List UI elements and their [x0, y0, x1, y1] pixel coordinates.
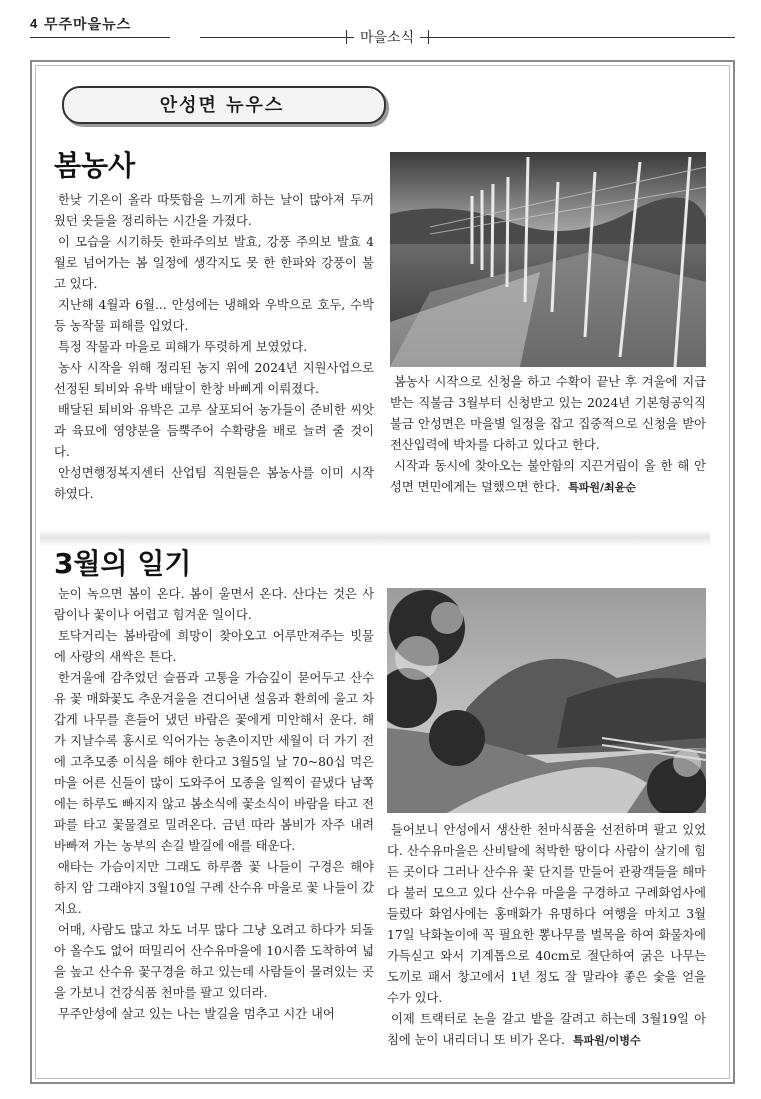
article2-paragraph: [54, 584, 374, 626]
paragraph-text: 한겨울에 감추었던 슬픔과 고통을 가슴깊이 묻어두고 산수유 꽃 매화꽃도 추운겨울을 견디어낸 설움과 환희에 울고 차갑게 나무를 흔들어 냈던 바람은 꽃에게 미안해서 운다. 해가 지날수록 홍시로 익어가는 농촌이지만 세월이 더 가기 전에 고추모종 이식을 해야 한다고 3월5일 날 70~80십 먹은 마을 어른 신들이 많이 도와주어 모종을 일찍이 끝냈다 남쪽에는 하루도 빠지지 않고 봄소식에 꽃소식이 바람을 타고 전파를 타고 꽃물결로 밀려온다. 금년 따라 봄비가 자주 내려 바빠져 가는 농부의 손길 발길에 애를 태운다.: [54, 671, 374, 853]
article1-title: 봄농사: [54, 149, 136, 182]
article2-title: 3월의 일기: [54, 547, 192, 580]
article2-photo-valley-blossoms: [387, 588, 706, 813]
article1-paragraph: [390, 456, 706, 498]
article2-paragraph: [54, 1004, 374, 1025]
paragraph-text: 들어보니 안성에서 생산한 천마식품을 선전하며 팔고 있었다. 산수유마을은 산비탈에 척박한 땅이다 사람이 살기에 힘든 곳이다 그러나 산수유 꽃 단지를 만들어 관광객들을 해마다 불러 모으고 있다 산수유 마을을 구경하고 구례화엄사에 들렀다 화엄사에는 홍매화가 유명하다 여행을 마치고 3월 17일 낙화놀이에 꼭 필요한 뽕나무를 벌목을 하여 화물차에 가득싣고 와서 기계톱으로 40cm로 절단하여 굵은 나무는 도끼로 패서 창고에서 1년 정도 잘 말라야 좋은 숯을 얻을 수가 있다.: [387, 823, 706, 1005]
header-rule-right: [200, 37, 735, 38]
article1-paragraph: [54, 463, 374, 505]
article2-left-column: [54, 584, 374, 1025]
newspaper-masthead: 무주마을뉴스: [44, 17, 132, 33]
article1-paragraph: [54, 358, 374, 400]
paragraph-text: 눈이 녹으면 봄이 온다. 봄이 울면서 온다. 산다는 것은 사람이나 꽃이나 어렵고 힘겨운 일이다.: [54, 587, 374, 622]
paragraph-text: 토닥거리는 봄바람에 희망이 찾아오고 어루만져주는 빗물에 사랑의 새싹은 튼다.: [54, 629, 374, 664]
reporter-byline: 특파원/이병수: [572, 1034, 641, 1047]
article2-paragraph: [54, 626, 374, 668]
article2-paragraph: [54, 857, 374, 920]
paragraph-text: 한낮 기온이 올라 따뜻함을 느끼게 하는 날이 많아져 두꺼웠던 옷들을 정리하는 시간을 가졌다.: [54, 193, 374, 228]
page-header: [30, 14, 735, 44]
page-number: 4: [30, 16, 38, 31]
paragraph-text: 어매, 사람도 많고 차도 너무 많다 그냥 오려고 하다가 되돌아 올수도 없어 떠밀리어 산수유마을에 10시쯤 도착하여 넓을 높고 산수유 꽃구경을 하고 있는데 사람들이 몰려있는 곳을 가보니 건강식품 천마를 팔고 있더라.: [54, 923, 374, 1000]
header-tick-left: [346, 30, 347, 44]
paragraph-text: 봄농사 시작으로 신청을 하고 수확이 끝난 후 겨울에 지급받는 직불금 3월부터 신청받고 있는 2024년 기본형공익직불금 안성면은 마을별 일정을 잡고 집중적으로 신청을 받아 전산입력에 박차를 다하고 있다고 한다.: [390, 375, 706, 452]
paragraph-text: 특정 작물과 마을로 피해가 뚜렷하게 보였었다.: [58, 340, 308, 354]
article1-paragraph: [54, 337, 374, 358]
article1-paragraph: [390, 372, 706, 456]
article1-right-column: [390, 372, 706, 498]
article2-paragraph: [387, 820, 706, 1009]
paragraph-text: 배달된 퇴비와 유박은 고루 살포되어 농가들이 준비한 씨앗과 육묘에 영양분을 듬뿍주어 수확량을 배로 늘려 줄 것이다.: [54, 403, 374, 459]
paragraph-text: 안성면행정복지센터 산업팀 직원들은 봄농사를 이미 시작하였다.: [54, 466, 374, 501]
paragraph-text: 지난해 4월과 6월... 안성에는 냉해와 우박으로 호두, 수박 등 농작물 피해를 입었다.: [54, 298, 374, 333]
paragraph-text: 시작과 동시에 찾아오는 불안함의 지끈거림이 올 한 해 안성면 면민에게는 덜했으면 한다.: [390, 459, 706, 494]
paragraph-text: 이제 트랙터로 논을 갈고 밭을 갈려고 하는데 3월19일 아침에 눈이 내리더니 또 비가 온다.: [387, 1012, 706, 1047]
banner-title: 안성면 뉴우스: [159, 95, 285, 116]
article2-paragraph: [54, 668, 374, 857]
article2-paragraph: [387, 1009, 706, 1051]
reporter-byline: 특파원/최윤순: [568, 481, 636, 494]
article1-paragraph: [54, 232, 374, 295]
article2-right-column: [387, 820, 706, 1051]
article1-paragraph: [54, 295, 374, 337]
section-name: 마을소식: [354, 27, 420, 47]
paragraph-text: 이 모습을 시기하듯 한파주의보 발효, 강풍 주의보 발효 4월로 넘어가는 봄 일정에 생각지도 못 한 한파와 강풍이 불고 있다.: [54, 235, 374, 291]
orchard-photo-graphic: [390, 152, 706, 367]
header-rule-left: [30, 37, 170, 38]
valley-photo-graphic: [387, 588, 706, 813]
header-tick-right: [428, 30, 429, 44]
paragraph-text: 무주안성에 살고 있는 나는 발길을 멈추고 시간 내어: [58, 1007, 335, 1021]
paragraph-text: 애타는 가슴이지만 그래도 하루쯤 꽃 나들이 구경은 해야 하지 암 그래야지 3월10일 구례 산수유 마을로 꽃 나들이 갔지요.: [54, 860, 374, 916]
article1-paragraph: [54, 190, 374, 232]
article1-photo-orchard-frames: [390, 152, 706, 367]
article2-paragraph: [54, 920, 374, 1004]
section-banner: [62, 86, 402, 126]
paragraph-text: 농사 시작을 위해 정리된 농지 위에 2024년 지원사업으로 선정된 퇴비와 유박 배달이 한창 바삐게 이뤄졌다.: [54, 361, 374, 396]
article1-paragraph: [54, 400, 374, 463]
article1-left-column: [54, 190, 374, 505]
